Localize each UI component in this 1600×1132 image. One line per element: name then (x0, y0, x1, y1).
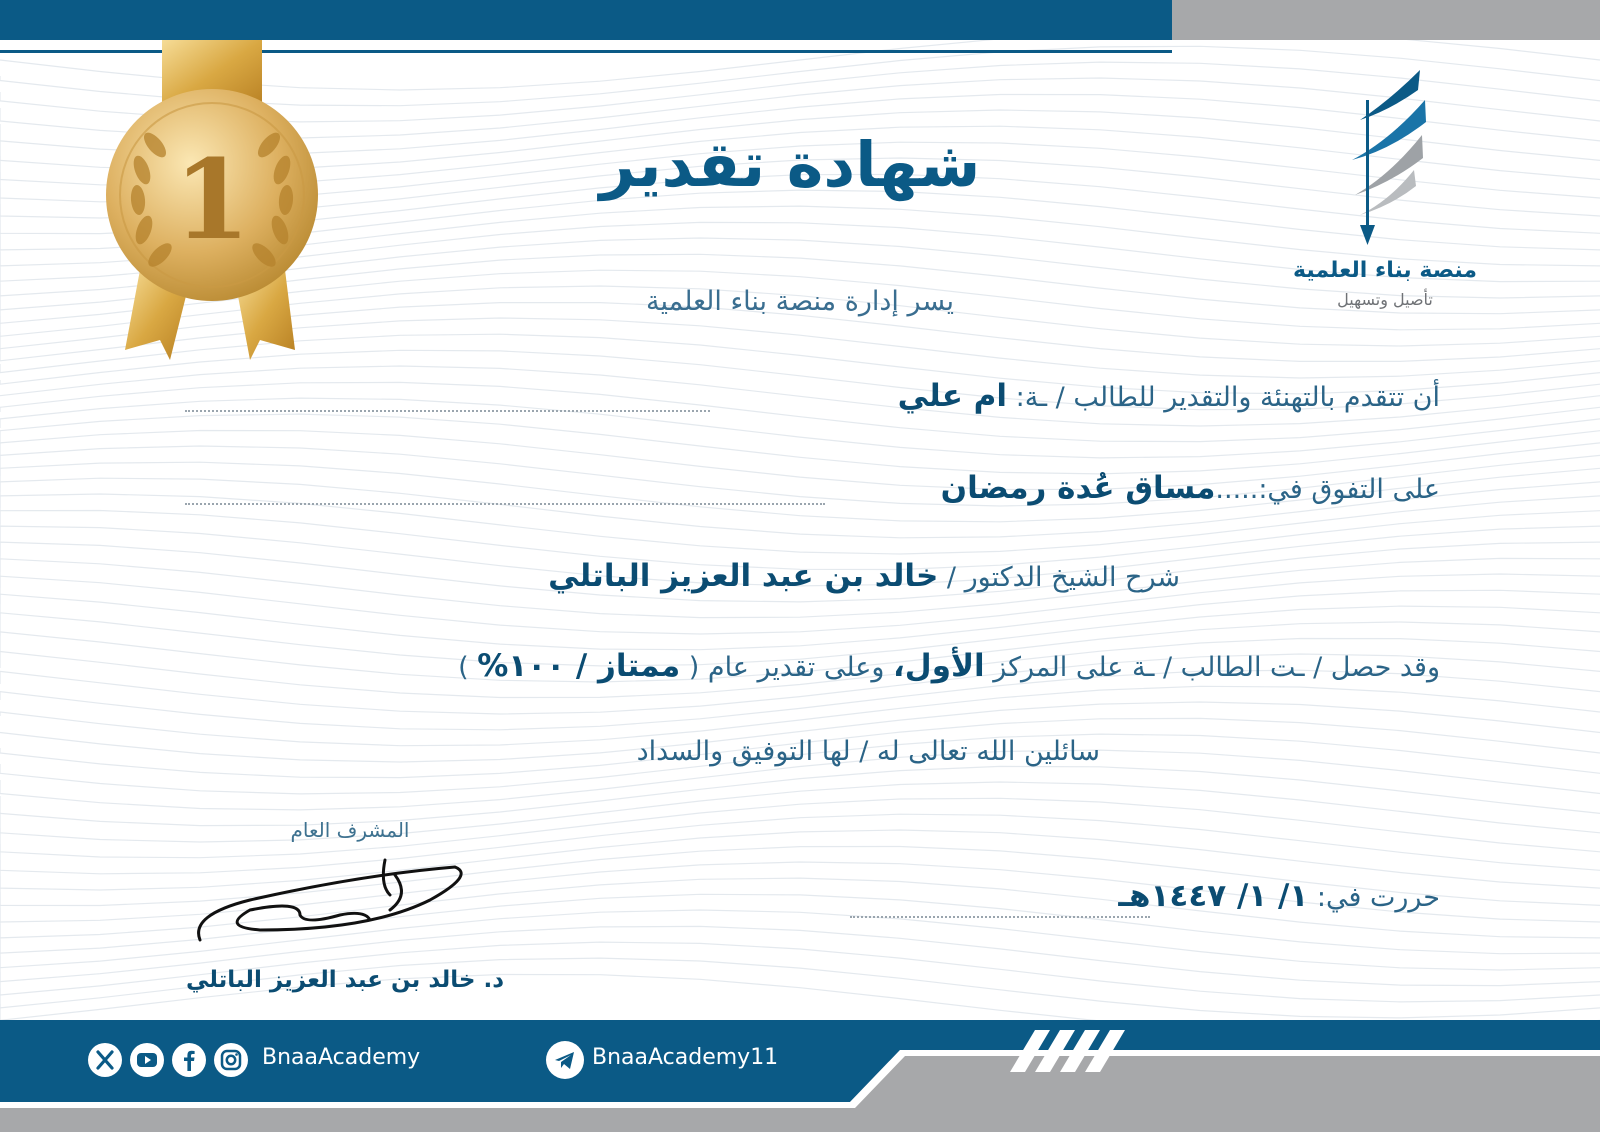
student-prefix: أن تتقدم بالتهنئة والتقدير للطالب / ـة: (1015, 382, 1440, 413)
result-prefix: وقد حصل / ـت الطالب / ـة على المركز (993, 652, 1440, 683)
x-icon[interactable] (88, 1043, 122, 1077)
medal-number: 1 (173, 135, 251, 264)
top-band-gray (1172, 0, 1600, 40)
youtube-icon[interactable] (130, 1043, 164, 1077)
student-dotted-line (185, 410, 710, 412)
grade: ممتاز / ١٠٠% (477, 648, 681, 684)
result-end: ) (458, 652, 469, 683)
explainer-line (548, 558, 1180, 594)
result-mid: وعلى تقدير عام ( (688, 652, 885, 683)
subject-dotted-line (185, 503, 825, 505)
logo-name: منصة بناء العلمية (1293, 258, 1477, 283)
telegram-handle[interactable]: BnaaAcademy11 (592, 1045, 779, 1070)
student-name: ام علي (897, 378, 1008, 414)
date-line (1118, 878, 1440, 914)
subject-line (941, 470, 1440, 506)
date-value: ١/ ١/ ١٤٤٧هـ (1118, 878, 1309, 914)
rank: الأول، (893, 648, 985, 684)
subject-name: مساق عُدة رمضان (940, 470, 1216, 506)
social-handle[interactable]: BnaaAcademy (262, 1045, 421, 1070)
date-dotted-line (850, 916, 1150, 918)
closing-line: سائلين الله تعالى له / لها التوفيق والسداد (636, 736, 1100, 767)
certificate-title: شهادة تقدير (599, 128, 981, 201)
explainer-prefix: شرح الشيخ الدكتور / (946, 562, 1180, 593)
top-band-blue (0, 0, 1172, 40)
logo-tagline: تأصيل وتسهيل (1337, 290, 1433, 309)
supervisor-name: د. خالد بن عبد العزيز الباتلي (185, 967, 505, 993)
explainer-name: خالد بن عبد العزيز الباتلي (548, 558, 939, 594)
instagram-icon[interactable] (214, 1043, 248, 1077)
supervisor-title: المشرف العام (290, 818, 410, 842)
date-prefix: حررت في: (1316, 882, 1440, 913)
gold-medal (100, 40, 330, 370)
student-line (898, 378, 1440, 414)
supervisor-signature (190, 855, 480, 955)
telegram-icon[interactable] (546, 1041, 584, 1079)
logo-mark (1330, 60, 1450, 250)
certificate-lead: يسر إدارة منصة بناء العلمية (645, 286, 955, 317)
subject-prefix: على التفوق في:..... (1215, 474, 1440, 505)
facebook-icon[interactable] (172, 1043, 206, 1077)
result-line (458, 648, 1440, 684)
